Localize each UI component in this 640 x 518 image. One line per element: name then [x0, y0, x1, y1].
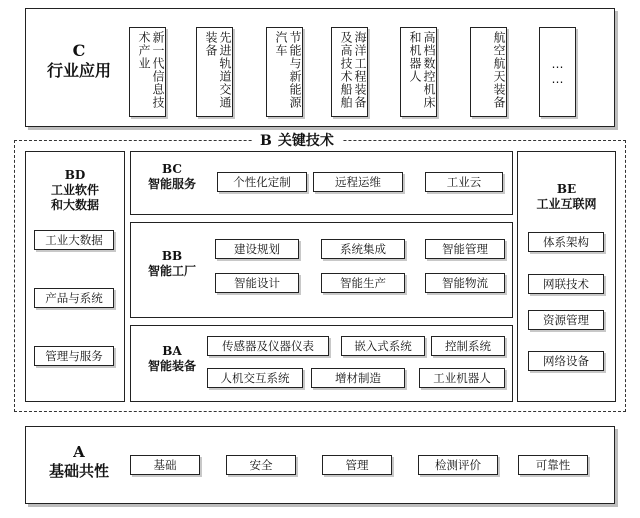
layer-a-panel — [25, 426, 615, 504]
ba-panel — [130, 325, 513, 402]
layer-a-item: 管理 — [322, 455, 392, 475]
bd-panel — [25, 151, 125, 402]
industry-item: 海洋工程装备及高技术船舶 — [331, 27, 368, 117]
bd-item: 工业大数据 — [34, 230, 114, 250]
ba-item: 传感器及仪器仪表 — [207, 336, 329, 356]
layer-a-label — [34, 443, 124, 481]
industry-item: 高档数控机床和机器人 — [400, 27, 437, 117]
layer-b-title: B 关键技术 — [252, 130, 342, 150]
industry-item: …… — [539, 27, 576, 117]
be-label: BE 工业互联网 — [536, 182, 597, 211]
bd-label: BD 工业软件 和大数据 — [50, 168, 99, 212]
layer-c-title: 行业应用 — [46, 61, 111, 80]
industry-item: 节能与新能源汽车 — [266, 27, 303, 117]
ba-item: 控制系统 — [431, 336, 505, 356]
bc-item: 工业云 — [425, 172, 503, 192]
be-panel — [517, 151, 616, 402]
industry-item: 新一代信息技术产业 — [129, 27, 166, 117]
layer-c-code: C — [72, 41, 86, 60]
bb-label: BB 智能工厂 — [147, 249, 196, 278]
layer-a-item: 可靠性 — [518, 455, 588, 475]
ba-item: 嵌入式系统 — [341, 336, 425, 356]
bb-item: 智能管理 — [425, 239, 505, 259]
layer-a-item: 检测评价 — [418, 455, 498, 475]
be-item: 体系架构 — [528, 232, 604, 252]
bd-item: 管理与服务 — [34, 346, 114, 366]
bb-item: 智能设计 — [215, 273, 299, 293]
bb-item: 系统集成 — [321, 239, 405, 259]
be-item: 资源管理 — [528, 310, 604, 330]
bc-panel — [130, 151, 513, 215]
industry-item: 航空航天装备 — [470, 27, 507, 117]
be-item: 网络设备 — [528, 351, 604, 371]
bc-item: 个性化定制 — [217, 172, 307, 192]
ba-item: 人机交互系统 — [207, 368, 303, 388]
ba-item: 工业机器人 — [419, 368, 505, 388]
industry-item: 先进轨道交通装备 — [196, 27, 233, 117]
bc-item: 远程运维 — [313, 172, 403, 192]
bb-item: 智能物流 — [425, 273, 505, 293]
layer-b-code: B — [260, 133, 272, 149]
layer-c-label — [34, 41, 124, 81]
layer-a-item: 安全 — [226, 455, 296, 475]
layer-c-panel — [25, 8, 615, 127]
bb-item: 建设规划 — [215, 239, 299, 259]
layer-a-code: A — [73, 443, 85, 461]
bb-panel — [130, 222, 513, 318]
bc-label: BC 智能服务 — [147, 162, 196, 191]
ba-label: BA 智能装备 — [147, 344, 196, 373]
layer-a-item: 基础 — [130, 455, 200, 475]
be-item: 网联技术 — [528, 274, 604, 294]
ba-item: 增材制造 — [311, 368, 405, 388]
bd-item: 产品与系统 — [34, 288, 114, 308]
layer-a-title: 基础共性 — [48, 461, 109, 480]
bb-item: 智能生产 — [321, 273, 405, 293]
